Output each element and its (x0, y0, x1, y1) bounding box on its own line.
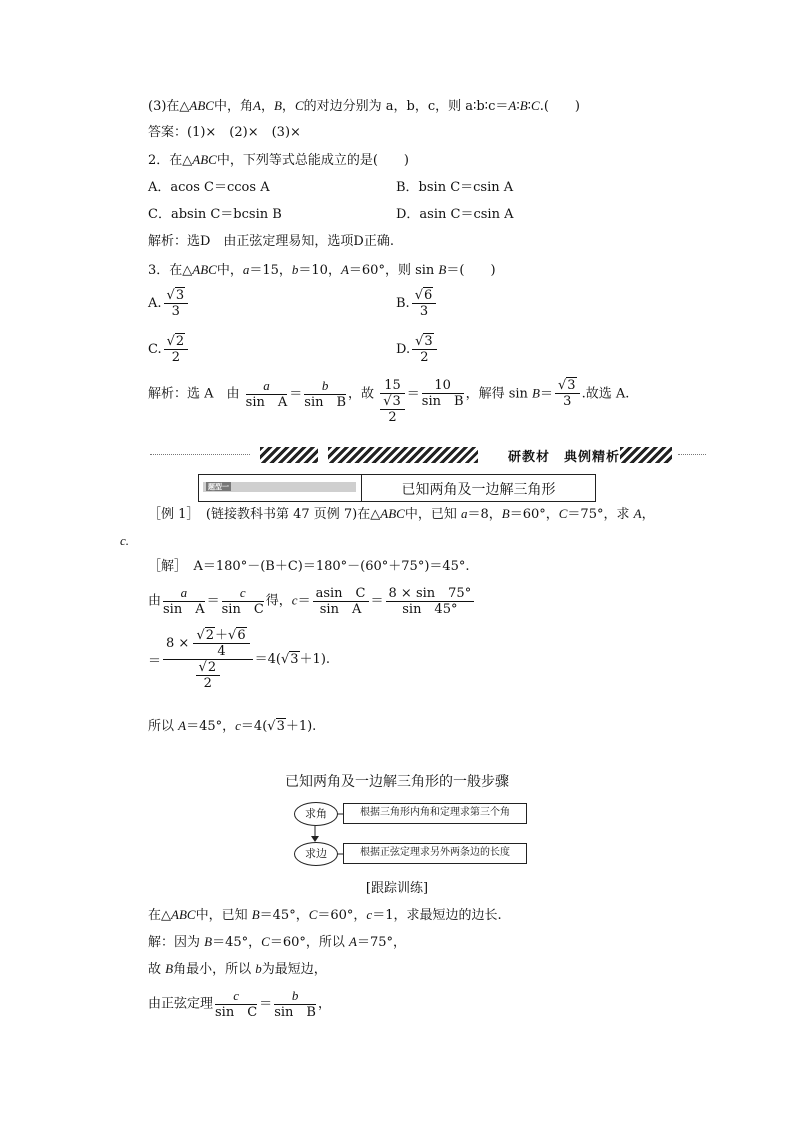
example1-stem-cont: c. (120, 533, 130, 548)
section-tag: 题型一 (203, 482, 356, 492)
practice-solution-line3: 由正弦定理 $\frac{c}{\text{sin C}}$ ＝ $\frac{b}{\text{sin B}}$ ， (148, 988, 331, 1020)
step2-box: 根据正弦定理求另外两条边的长度 (343, 843, 527, 864)
example1-solution-line1: ［解］ A＝180°－(B＋C)＝180°－(60°＋75°)＝45°. (148, 559, 470, 574)
q2-option-c: C．absin C＝bcsin B (148, 207, 282, 222)
step1-box: 根据三角形内角和定理求第三个角 (343, 803, 527, 824)
example1-solution-line3: ＝ 8 × $\frac{√2+√6}{4}$ $\frac{√2}{2}$ ＝4(√3＋1). (148, 628, 331, 691)
q1-answer: 答案：(1)× (2)× (3)× (148, 125, 301, 140)
section-title: 已知两角及一边解三角形 (401, 482, 556, 498)
q1-item3: (3)在△ABC中，角A，B，C的对边分别为 a，b，c，则 a∶b∶c＝A∶B∶C.( ) (148, 98, 580, 114)
practice-question: 在△ABC中，已知 B＝45°，C＝60°，c＝1，求最短边的边长. (148, 907, 502, 923)
step2-oval: 求边 (294, 842, 338, 866)
q2-stem: 2．在△ABC中，下列等式总能成立的是( ) (148, 152, 409, 168)
q2-option-d: D．asin C＝csin A (396, 207, 514, 222)
q3-option-c: C. $\frac{√2}{2}$ (148, 334, 190, 365)
practice-heading: [跟踪训练] (365, 881, 429, 896)
practice-solution-line1: 解：因为 B＝45°，C＝60°，所以 A＝75°， (148, 934, 406, 950)
step1-oval: 求角 (294, 802, 338, 826)
steps-title: 已知两角及一边解三角形的一般步骤 (285, 774, 509, 790)
q2-option-b: B．bsin C＝csin A (396, 180, 514, 195)
q3-option-d: D. $\frac{√3}{2}$ (396, 334, 439, 365)
example1-stem: ［例 1］ (链接教科书第 47 页例 7)在△ABC中，已知 a＝8，B＝60°，C＝75°，求 A， (148, 506, 655, 522)
q2-option-a: A．acos C＝ccos A (148, 180, 270, 195)
q2-analysis: 解析：选D 由正弦定理易知，选项D正确. (148, 234, 394, 249)
example1-conclusion: 所以 A＝45°，c＝4(√3＋1). (148, 718, 317, 734)
q3-option-b: B. $\frac{√6}{3}$ (396, 288, 438, 319)
q3-stem: 3．在△ABC中，a＝15，b＝10，A＝60°，则 sin B＝( ) (148, 262, 496, 278)
q3-analysis: 解析：选 A 由 $\frac{a}{\text{sin A}}$ ＝ $\frac{b}{\text{sin B}}$ ，故 $\frac{15}{\frac{√3}{2}}$ ＝ $\frac{10}{\text{sin B}}$ ，解得 sin B＝ $\frac{√3}{3}$ .故选 A. (148, 378, 630, 425)
example1-solution-line2: 由 $\frac{a}{\text{sin A}}$ ＝ $\frac{c}{\text{sin C}}$ 得，c＝ $\frac{\text{asin C}}{\text{sin A}}$ ＝ $\frac{8 \times \sin 75^\circ}{\sin 45^\circ}$ (148, 585, 476, 617)
banner-label: 研教材 典例精析 (508, 450, 621, 465)
practice-solution-line2: 故 B角最小，所以 b为最短边， (148, 961, 327, 977)
q3-option-a: A. $\frac{√3}{3}$ (148, 288, 190, 319)
